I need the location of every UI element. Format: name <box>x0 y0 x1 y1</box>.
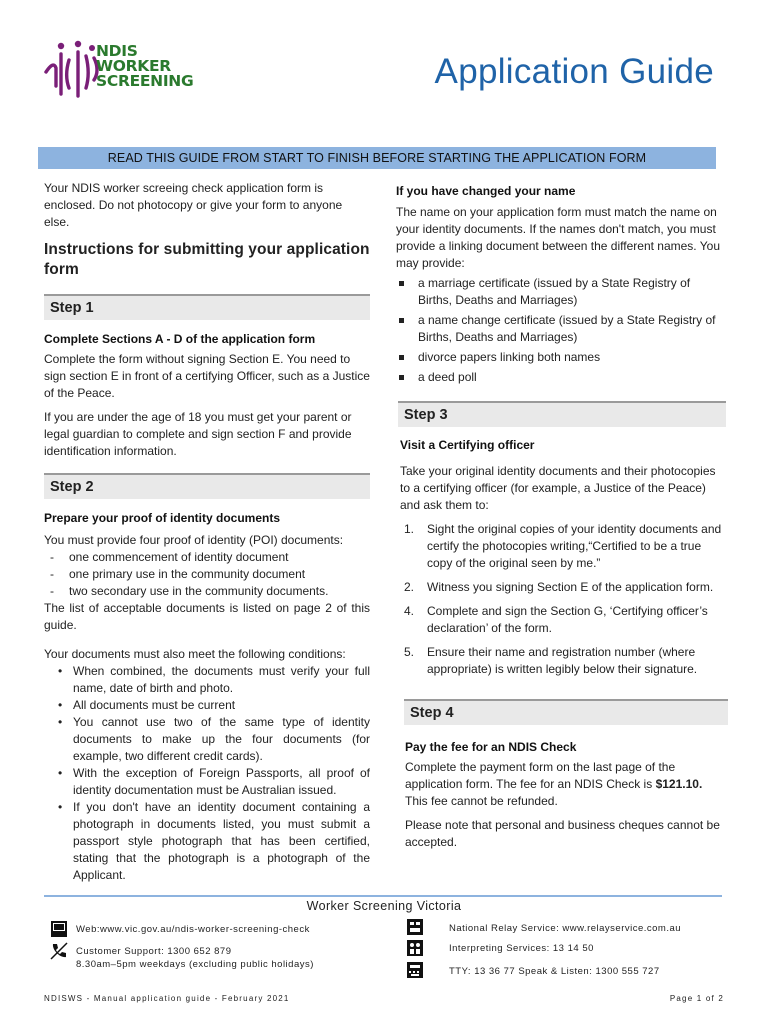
computer-icon <box>50 920 68 938</box>
list-item: • All documents must be current <box>44 697 370 714</box>
list-item: - one primary use in the community document <box>44 566 370 583</box>
list-item: • If you don't have an identity document containing a photograph in documents listed, you must submit a passport style photograph that has been certified, stating that the photograph is a photograph of the Applicant. <box>44 799 370 884</box>
item-text: Witness you signing Section E of the application form. <box>427 580 714 594</box>
list-item <box>396 603 726 637</box>
ndis-logo <box>44 40 234 100</box>
linking-documents-list <box>396 275 726 386</box>
list-item: - one commencement of identity document <box>44 549 370 566</box>
item-text: Complete and sign the Section G, ‘Certifying officer’s declaration’ of the form. <box>427 604 708 635</box>
list-item: • With the exception of Foreign Passports, all proof of identity documentation must be Australian issued. <box>44 765 370 799</box>
step-4-text-1 <box>405 759 726 810</box>
logo-line-2: WORKER <box>96 57 171 75</box>
name-change-heading: If you have changed your name <box>396 184 576 198</box>
list-item: • When combined, the documents must verify your full name, date of birth and photo. <box>44 663 370 697</box>
footer-organisation: Worker Screening Victoria <box>306 899 462 913</box>
fee-text-post: This fee cannot be refunded. <box>405 794 558 808</box>
logo-line-1: NDIS <box>96 42 138 60</box>
name-change-text: The name on your application form must match the name on your identity documents. If the names don't match, you must provide a linking document between the different names. You may provide: <box>396 205 720 270</box>
item-text: Ensure their name and registration number (where appropriate) is written legibly below their signature. <box>427 645 698 676</box>
item-number: 1. <box>404 522 415 536</box>
tty-speak-listen: TTY: 13 36 77 Speak & Listen: 1300 555 727 <box>449 966 660 977</box>
instruction-banner: READ THIS GUIDE FROM START TO FINISH BEFORE STARTING THE APPLICATION FORM <box>38 147 716 169</box>
step-1-text-2: If you are under the age of 18 you must get your parent or legal guardian to complete and sign section F and provide identification information. <box>44 410 352 458</box>
customer-support-line: Customer Support: 1300 652 879 <box>76 946 232 957</box>
interpreter-icon <box>406 939 424 957</box>
list-item: a name change certificate (issued by a State Registry of Births, Deaths and Marriages) <box>396 312 726 346</box>
step-3-header: Step 3 <box>398 401 726 427</box>
step-2-text-2: The list of acceptable documents is listed on page 2 of this guide. <box>44 601 370 632</box>
step-3-subheading: Visit a Certifying officer <box>400 438 535 452</box>
logo-line-3: SCREENING <box>96 72 194 90</box>
page-title: Application Guide <box>434 52 714 91</box>
web-link[interactable]: Web:www.vic.gov.au/ndis-worker-screening-check <box>76 924 310 935</box>
list-item: a deed poll <box>396 369 726 386</box>
step-2-header: Step 2 <box>44 473 370 499</box>
item-text: Sight the original copies of your identity documents and certify the photocopies writing,“Certified to be a true copy of the original seen by me.” <box>427 522 722 570</box>
support-hours: 8.30am–5pm weekdays (excluding public holidays) <box>76 959 314 970</box>
poi-list <box>44 549 370 600</box>
step-4-text-2: Please note that personal and business cheques cannot be accepted. <box>405 818 720 849</box>
step-1-text-1: Complete the form without signing Section E. You need to sign section E in front of a certifying Officer, such as a Justice of the Peace. <box>44 352 370 400</box>
document-id: NDISWS - Manual application guide - February 2021 <box>44 994 290 1003</box>
list-item <box>396 521 726 572</box>
step-3-text: Take your original identity documents and their photocopies to a certifying officer (for example, a Justice of the Peace) and ask them to: <box>400 464 716 512</box>
list-item: - two secondary use in the community documents. <box>44 583 370 600</box>
footer-divider <box>44 895 722 897</box>
certifying-steps-list <box>396 521 726 678</box>
ndis-people-logo-icon <box>44 40 100 102</box>
list-item <box>396 644 726 678</box>
list-item: • You cannot use two of the same type of identity documents to make up the four documents (for example, two different credit cards). <box>44 714 370 765</box>
item-number: 4. <box>404 604 415 618</box>
relay-icon <box>406 918 424 936</box>
step-2-text-1: You must provide four proof of identity (POI) documents: <box>44 533 344 547</box>
instructions-heading: Instructions for submitting your application form <box>44 241 370 278</box>
step-4-header: Step 4 <box>404 699 728 725</box>
phone-icon <box>50 942 68 960</box>
fee-text-pre: Complete the payment form on the last page of the application form. The fee for an NDIS Check is <box>405 760 676 791</box>
list-item: divorce papers linking both names <box>396 349 726 366</box>
left-column <box>44 180 370 884</box>
item-number: 2. <box>404 580 415 594</box>
item-number: 5. <box>404 645 415 659</box>
relay-service: National Relay Service: www.relayservice.com.au <box>449 923 682 934</box>
intro-text: Your NDIS worker screeing check application form is enclosed. Do not photocopy or give your form to anyone else. <box>44 181 343 229</box>
logo-wordmark <box>96 44 193 89</box>
fee-amount: $121.10. <box>655 777 703 791</box>
list-item: a marriage certificate (issued by a State Registry of Births, Deaths and Marriages) <box>396 275 726 309</box>
step-2-subheading: Prepare your proof of identity documents <box>44 511 281 525</box>
step-1-subheading: Complete Sections A - D of the application form <box>44 332 316 346</box>
tty-icon <box>406 961 424 979</box>
step-4-subheading: Pay the fee for an NDIS Check <box>405 740 577 754</box>
page-number: Page 1 of 2 <box>669 994 724 1003</box>
step-1-header: Step 1 <box>44 294 370 320</box>
step-2-text-3: Your documents must also meet the following conditions: <box>44 647 346 661</box>
list-item <box>396 579 726 596</box>
right-column <box>396 183 726 858</box>
interpreting-services: Interpreting Services: 13 14 50 <box>449 943 594 954</box>
conditions-list <box>44 663 370 884</box>
